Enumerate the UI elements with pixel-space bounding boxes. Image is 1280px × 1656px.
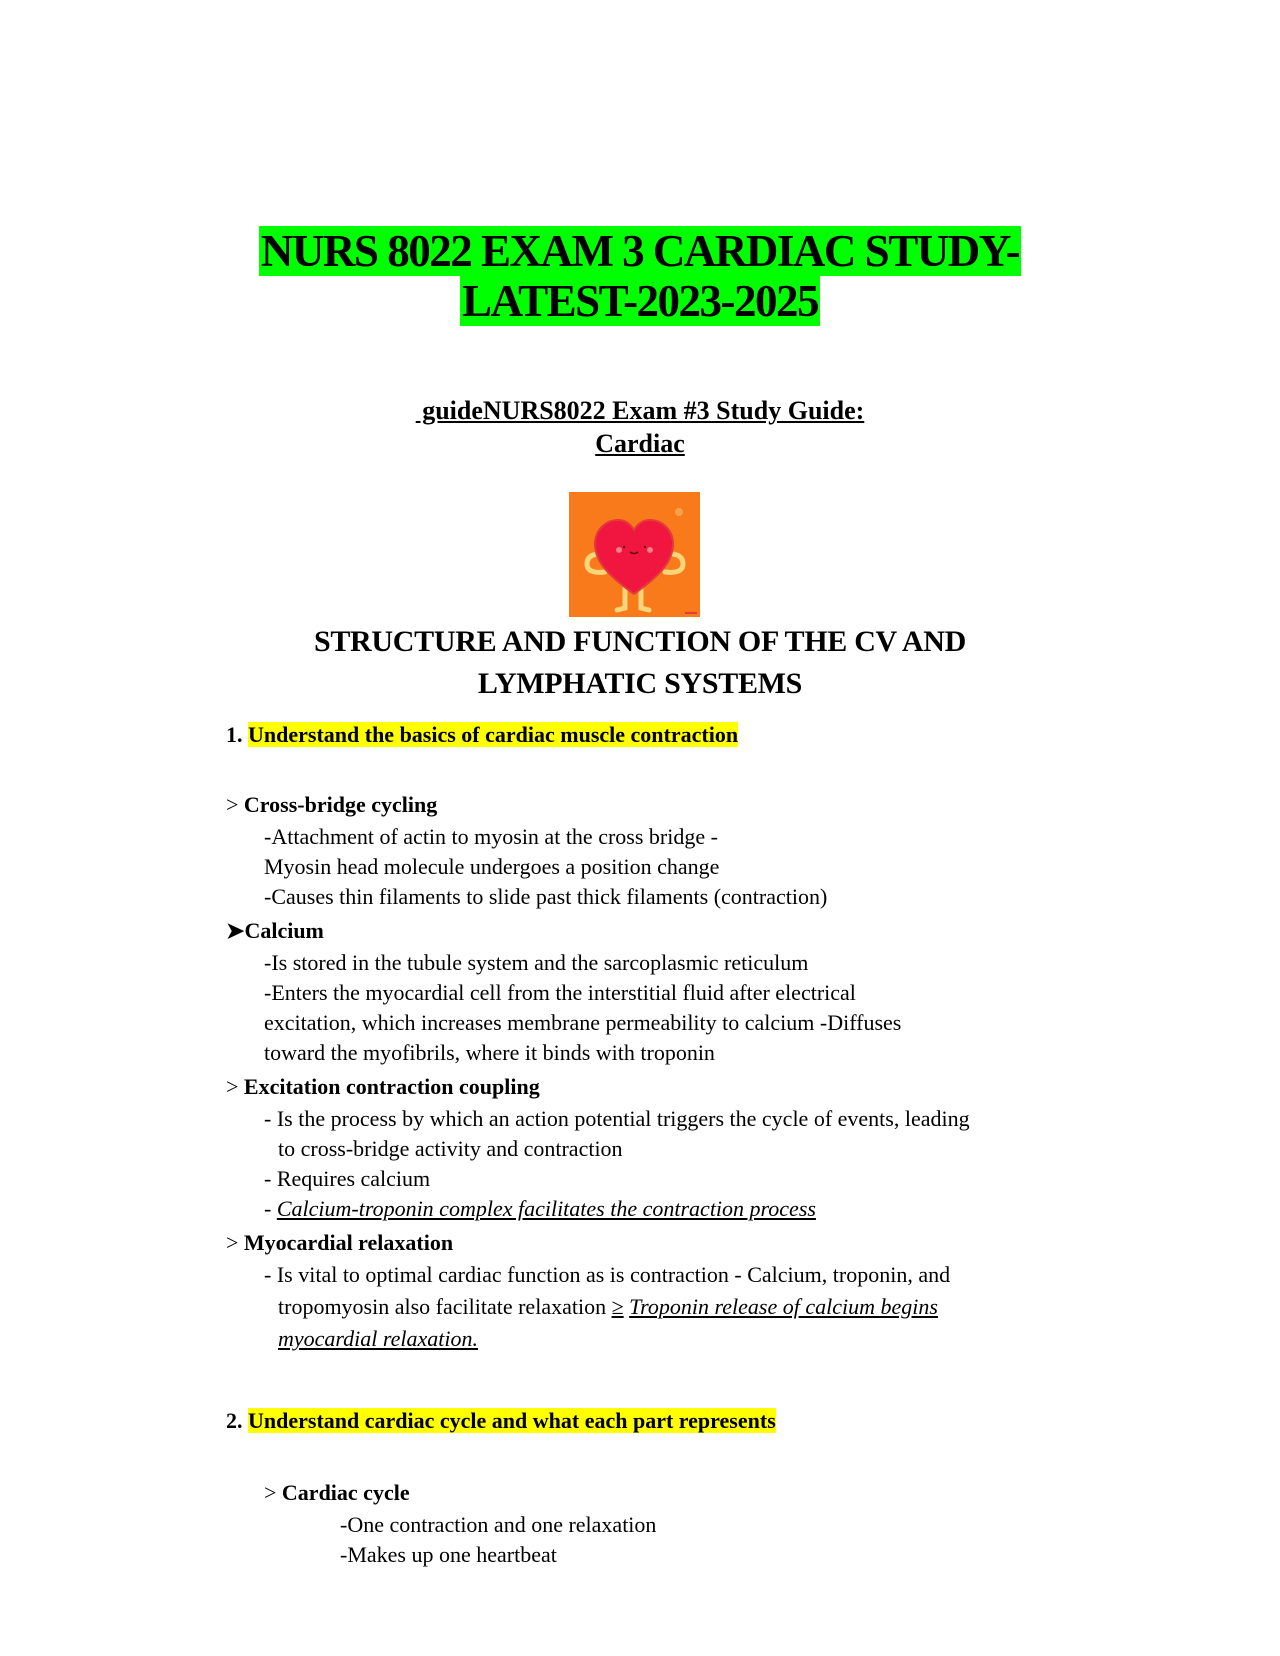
text-line: to cross-bridge activity and contraction <box>278 1136 623 1161</box>
arrowhead-marker-icon: ➤ <box>226 918 245 943</box>
text-line: -Enters the myocardial cell from the interstitial fluid after electrical <box>264 980 856 1005</box>
greater-equal-icon: ≥ <box>611 1294 624 1319</box>
section-heading-line-2: LYMPHATIC SYSTEMS <box>477 667 803 700</box>
text-line: - Is the process by which an action potential triggers the cycle of events, leading <box>264 1106 970 1131</box>
item-excitation-contraction-coupling: > Excitation contraction coupling <box>226 1074 540 1099</box>
text-line: -One contraction and one relaxation <box>340 1512 657 1537</box>
emphasis-line: myocardial relaxation. <box>278 1326 478 1351</box>
section-heading-line-1: STRUCTURE AND FUNCTION OF THE CV AND <box>313 625 967 658</box>
item-cardiac-cycle: > Cardiac cycle <box>264 1480 410 1505</box>
text-line: - Requires calcium <box>264 1166 431 1191</box>
text-line: toward the myofibrils, where it binds with troponin <box>264 1040 715 1065</box>
text-line: excitation, which increases membrane permeability to calcium -Diffuses <box>264 1010 902 1035</box>
text-line: - Is vital to optimal cardiac function as is contraction - Calcium, troponin, and <box>264 1262 951 1287</box>
heart-character-icon <box>569 492 700 617</box>
text-line: -Causes thin filaments to slide past thick filaments (contraction) <box>264 884 828 909</box>
text-line: -Attachment of actin to myosin at the cross bridge - <box>264 824 718 849</box>
item-cross-bridge-cycling: > Cross-bridge cycling <box>226 792 438 817</box>
section-2-highlight: Understand cardiac cycle and what each part represents <box>248 1408 776 1433</box>
item-calcium: ➤Calcium <box>226 918 324 943</box>
item-myocardial-relaxation: > Myocardial relaxation <box>226 1230 454 1255</box>
document-title-line-2: LATEST-2023-2025 <box>461 276 819 326</box>
chevron-marker-icon: > <box>264 1480 277 1505</box>
document-title-line-1: NURS 8022 EXAM 3 CARDIAC STUDY- <box>260 226 1020 276</box>
emphasis-line: - Calcium-troponin complex facilitates the contraction process <box>264 1196 816 1221</box>
section-2-title: 2. Understand cardiac cycle and what each part represents <box>226 1408 776 1433</box>
subtitle-line-1: guideNURS8022 Exam #3 Study Guide: <box>415 396 865 425</box>
subtitle-line-2: Cardiac <box>595 429 685 458</box>
section-1-title: 1. Understand the basics of cardiac muscle contraction <box>226 722 739 747</box>
chevron-marker-icon: > <box>226 792 239 817</box>
chevron-marker-icon: > <box>226 1074 239 1099</box>
text-line: -Makes up one heartbeat <box>340 1542 557 1567</box>
text-line: tropomyosin also facilitate relaxation ≥ Troponin release of calcium begins <box>278 1294 938 1319</box>
text-line: -Is stored in the tubule system and the sarcoplasmic reticulum <box>264 950 809 975</box>
chevron-marker-icon: > <box>226 1230 239 1255</box>
text-line: Myosin head molecule undergoes a position change <box>264 854 720 879</box>
section-1-highlight: Understand the basics of cardiac muscle contraction <box>248 722 739 747</box>
heart-illustration <box>569 492 700 617</box>
